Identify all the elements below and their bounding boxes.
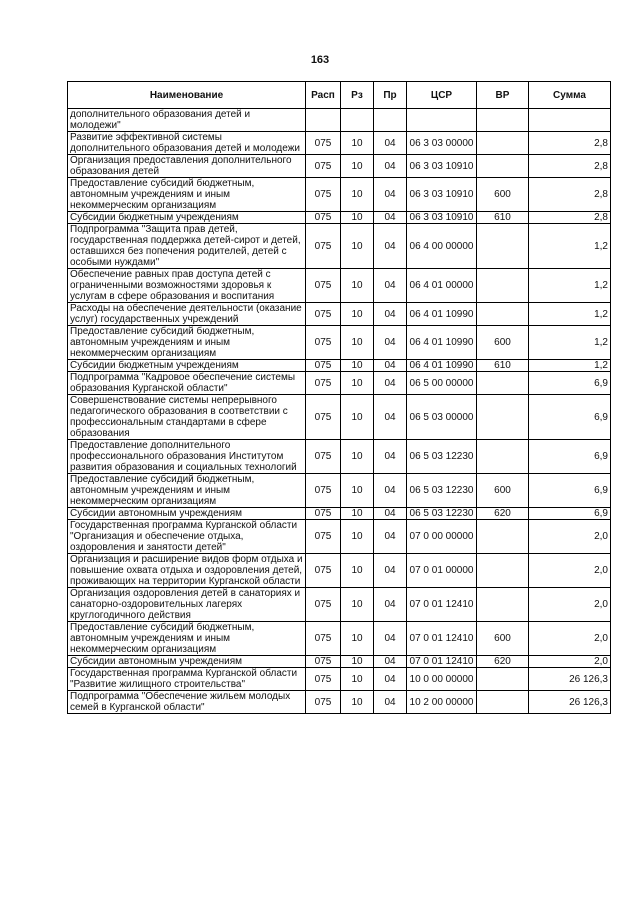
cell-csr: 06 5 03 12230 [407, 440, 477, 474]
cell-vr [477, 668, 529, 691]
table-row [68, 372, 611, 395]
table-row [68, 395, 611, 440]
cell-rz: 10 [341, 372, 374, 395]
table-row [68, 440, 611, 474]
cell-vr [477, 269, 529, 303]
cell-csr: 07 0 01 12410 [407, 588, 477, 622]
cell-pr: 04 [374, 155, 407, 178]
cell-sum: 1,2 [529, 326, 611, 360]
cell-rasp: 075 [306, 303, 341, 326]
table-row [68, 269, 611, 303]
cell-csr: 07 0 01 12410 [407, 622, 477, 656]
cell-rz: 10 [341, 691, 374, 714]
cell-pr: 04 [374, 520, 407, 554]
cell-rz: 10 [341, 132, 374, 155]
cell-rz: 10 [341, 360, 374, 372]
cell-name: Обеспечение равных прав доступа детей с ограниченными возможностями здоровья к услугам в сфере образования и воспитания [68, 269, 306, 303]
cell-sum: 2,8 [529, 212, 611, 224]
cell-vr: 610 [477, 212, 529, 224]
cell-pr: 04 [374, 588, 407, 622]
cell-rz: 10 [341, 656, 374, 668]
cell-name: Подпрограмма "Обеспечение жильем молодых семей в Курганской области" [68, 691, 306, 714]
cell-pr: 04 [374, 474, 407, 508]
cell-rasp: 075 [306, 474, 341, 508]
cell-csr: 06 4 01 10990 [407, 326, 477, 360]
cell-name: Расходы на обеспечение деятельности (оказание услуг) государственных учреждений [68, 303, 306, 326]
cell-pr: 04 [374, 440, 407, 474]
cell-csr: 06 3 03 10910 [407, 212, 477, 224]
cell-rasp: 075 [306, 155, 341, 178]
table-row [68, 474, 611, 508]
cell-rasp: 075 [306, 588, 341, 622]
cell-rz: 10 [341, 588, 374, 622]
cell-rasp: 075 [306, 691, 341, 714]
cell-vr [477, 588, 529, 622]
cell-rz: 10 [341, 668, 374, 691]
cell-sum: 2,0 [529, 520, 611, 554]
cell-pr: 04 [374, 178, 407, 212]
cell-pr: 04 [374, 668, 407, 691]
cell-csr: 06 4 01 00000 [407, 269, 477, 303]
cell-rasp: 075 [306, 372, 341, 395]
cell-sum: 1,2 [529, 224, 611, 269]
cell-pr: 04 [374, 508, 407, 520]
cell-rasp: 075 [306, 395, 341, 440]
cell-name: Предоставление субсидий бюджетным, автономным учреждениям и иным некоммерческим организациям [68, 326, 306, 360]
cell-sum: 1,2 [529, 360, 611, 372]
cell-vr: 620 [477, 656, 529, 668]
cell-name: Государственная программа Курганской области "Развитие жилищного строительства" [68, 668, 306, 691]
cell-pr: 04 [374, 360, 407, 372]
cell-pr: 04 [374, 269, 407, 303]
cell-csr: 06 5 00 00000 [407, 372, 477, 395]
header-rasp: Расп [306, 82, 341, 109]
cell-rz: 10 [341, 303, 374, 326]
cell-sum: 2,8 [529, 178, 611, 212]
cell-rasp: 075 [306, 178, 341, 212]
cell-csr: 06 5 03 00000 [407, 395, 477, 440]
cell-rz: 10 [341, 269, 374, 303]
cell-name: Субсидии бюджетным учреждениям [68, 360, 306, 372]
cell-vr: 600 [477, 178, 529, 212]
cell-pr [374, 109, 407, 132]
cell-vr [477, 303, 529, 326]
cell-rz: 10 [341, 508, 374, 520]
cell-rasp: 075 [306, 326, 341, 360]
cell-pr: 04 [374, 622, 407, 656]
cell-rasp: 075 [306, 224, 341, 269]
cell-rz: 10 [341, 554, 374, 588]
table-row [68, 132, 611, 155]
cell-pr: 04 [374, 554, 407, 588]
cell-name: Предоставление субсидий бюджетным, автономным учреждениям и иным некоммерческим организациям [68, 474, 306, 508]
header-name: Наименование [68, 82, 306, 109]
cell-vr [477, 372, 529, 395]
table-row [68, 622, 611, 656]
cell-rz: 10 [341, 520, 374, 554]
cell-rasp: 075 [306, 668, 341, 691]
cell-vr: 610 [477, 360, 529, 372]
cell-sum: 6,9 [529, 474, 611, 508]
cell-name: Предоставление дополнительного профессионального образования Институтом развития образования и социальных технологий [68, 440, 306, 474]
cell-sum: 1,2 [529, 269, 611, 303]
cell-rasp: 075 [306, 554, 341, 588]
cell-sum: 2,8 [529, 155, 611, 178]
cell-csr: 06 3 03 10910 [407, 155, 477, 178]
cell-sum: 1,2 [529, 303, 611, 326]
cell-sum: 2,0 [529, 588, 611, 622]
cell-name: Развитие эффективной системы дополнительного образования детей и молодежи [68, 132, 306, 155]
cell-csr: 06 4 01 10990 [407, 360, 477, 372]
table-row [68, 520, 611, 554]
cell-csr [407, 109, 477, 132]
cell-pr: 04 [374, 132, 407, 155]
cell-vr: 600 [477, 622, 529, 656]
table-row [68, 656, 611, 668]
cell-csr: 06 4 01 10990 [407, 303, 477, 326]
cell-sum: 2,8 [529, 132, 611, 155]
cell-rasp: 075 [306, 656, 341, 668]
cell-rasp: 075 [306, 440, 341, 474]
cell-sum: 26 126,3 [529, 691, 611, 714]
cell-rasp: 075 [306, 212, 341, 224]
cell-csr: 06 4 00 00000 [407, 224, 477, 269]
cell-rz: 10 [341, 395, 374, 440]
table-header-row [68, 82, 611, 109]
cell-name: Подпрограмма "Защита прав детей, государственная поддержка детей-сирот и детей, оставшихся без попечения родителей, детей с особыми нуждами" [68, 224, 306, 269]
header-pr: Пр [374, 82, 407, 109]
cell-pr: 04 [374, 395, 407, 440]
cell-csr: 06 3 03 00000 [407, 132, 477, 155]
cell-rasp: 075 [306, 622, 341, 656]
cell-rz [341, 109, 374, 132]
cell-sum: 6,9 [529, 440, 611, 474]
cell-vr: 600 [477, 326, 529, 360]
cell-name: Организация и расширение видов форм отдыха и повышение охвата отдыха и оздоровления детей, проживающих на территории Курганской области [68, 554, 306, 588]
cell-rz: 10 [341, 622, 374, 656]
table-row [68, 212, 611, 224]
cell-vr [477, 395, 529, 440]
cell-vr [477, 520, 529, 554]
cell-name: Субсидии бюджетным учреждениям [68, 212, 306, 224]
cell-name: Предоставление субсидий бюджетным, автономным учреждениям и иным некоммерческим организациям [68, 178, 306, 212]
table-row [68, 178, 611, 212]
table-body [68, 109, 611, 714]
header-rz: Рз [341, 82, 374, 109]
cell-vr: 600 [477, 474, 529, 508]
cell-vr: 620 [477, 508, 529, 520]
cell-pr: 04 [374, 372, 407, 395]
table-row [68, 360, 611, 372]
cell-csr: 07 0 01 12410 [407, 656, 477, 668]
cell-sum: 2,0 [529, 554, 611, 588]
cell-rz: 10 [341, 440, 374, 474]
table-row [68, 668, 611, 691]
table-row [68, 508, 611, 520]
cell-vr [477, 440, 529, 474]
table-row [68, 554, 611, 588]
table-row [68, 155, 611, 178]
cell-pr: 04 [374, 224, 407, 269]
cell-rasp: 075 [306, 360, 341, 372]
cell-rasp: 075 [306, 520, 341, 554]
cell-csr: 10 2 00 00000 [407, 691, 477, 714]
cell-name: Субсидии автономным учреждениям [68, 508, 306, 520]
cell-name: дополнительного образования детей и молодежи" [68, 109, 306, 132]
cell-csr: 10 0 00 00000 [407, 668, 477, 691]
cell-pr: 04 [374, 303, 407, 326]
header-sum: Сумма [529, 82, 611, 109]
cell-vr [477, 132, 529, 155]
cell-sum: 6,9 [529, 372, 611, 395]
table-row [68, 588, 611, 622]
cell-rz: 10 [341, 224, 374, 269]
cell-csr: 07 0 00 00000 [407, 520, 477, 554]
header-csr: ЦСР [407, 82, 477, 109]
cell-name: Субсидии автономным учреждениям [68, 656, 306, 668]
cell-rasp: 075 [306, 508, 341, 520]
cell-name: Организация предоставления дополнительного образования детей [68, 155, 306, 178]
cell-rasp: 075 [306, 132, 341, 155]
cell-rasp: 075 [306, 269, 341, 303]
cell-rz: 10 [341, 212, 374, 224]
cell-pr: 04 [374, 326, 407, 360]
cell-name: Предоставление субсидий бюджетным, автономным учреждениям и иным некоммерческим организациям [68, 622, 306, 656]
cell-rz: 10 [341, 474, 374, 508]
cell-csr: 06 5 03 12230 [407, 474, 477, 508]
cell-name: Подпрограмма "Кадровое обеспечение системы образования Курганской области" [68, 372, 306, 395]
cell-csr: 06 5 03 12230 [407, 508, 477, 520]
cell-rasp [306, 109, 341, 132]
budget-table [67, 81, 611, 714]
cell-sum: 6,9 [529, 395, 611, 440]
cell-rz: 10 [341, 155, 374, 178]
cell-vr [477, 691, 529, 714]
cell-vr [477, 224, 529, 269]
cell-vr [477, 554, 529, 588]
cell-vr [477, 109, 529, 132]
table-row [68, 326, 611, 360]
cell-name: Государственная программа Курганской области "Организация и обеспечение отдыха, оздоровления и занятости детей" [68, 520, 306, 554]
cell-sum: 26 126,3 [529, 668, 611, 691]
cell-sum: 2,0 [529, 622, 611, 656]
cell-pr: 04 [374, 656, 407, 668]
cell-rz: 10 [341, 178, 374, 212]
cell-sum [529, 109, 611, 132]
cell-name: Организация оздоровления детей в санаториях и санаторно-оздоровительных лагерях круглогодичного действия [68, 588, 306, 622]
cell-csr: 06 3 03 10910 [407, 178, 477, 212]
cell-pr: 04 [374, 212, 407, 224]
table-row [68, 109, 611, 132]
cell-sum: 6,9 [529, 508, 611, 520]
cell-pr: 04 [374, 691, 407, 714]
table-row [68, 224, 611, 269]
header-vr: ВР [477, 82, 529, 109]
cell-name: Совершенствование системы непрерывного педагогического образования в соответствии с профессиональным стандартами в сфере образования [68, 395, 306, 440]
cell-rz: 10 [341, 326, 374, 360]
cell-sum: 2,0 [529, 656, 611, 668]
page-number: 163 [310, 54, 330, 66]
table-row [68, 691, 611, 714]
table-row [68, 303, 611, 326]
cell-csr: 07 0 01 00000 [407, 554, 477, 588]
cell-vr [477, 155, 529, 178]
